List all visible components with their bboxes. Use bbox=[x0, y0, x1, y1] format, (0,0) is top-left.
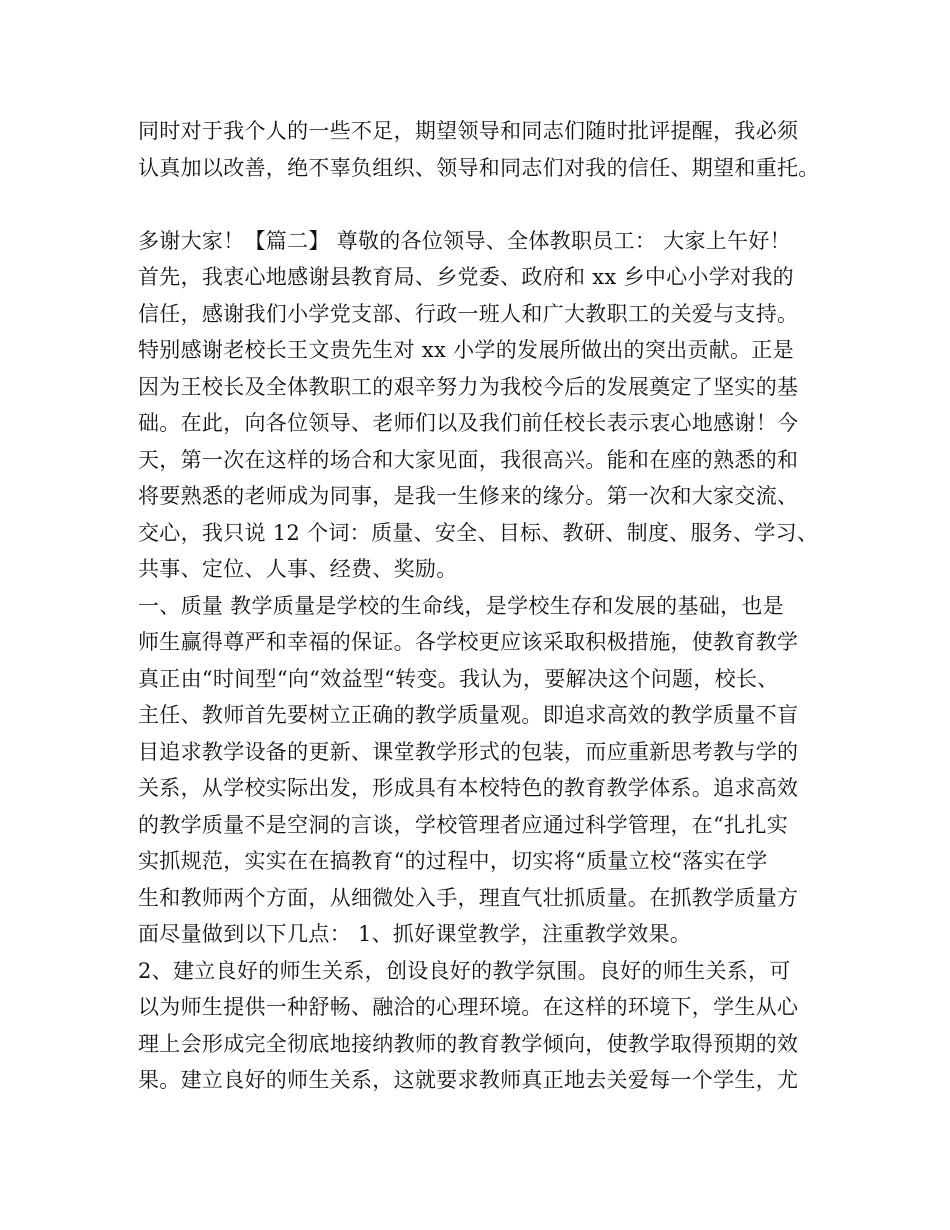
text-line: 因为王校长及全体教职工的艰辛努力为我校今后的发展奠定了坚实的基 bbox=[138, 374, 799, 399]
text-line: 将要熟悉的老师成为同事，是我一生修来的缘分。第一次和大家交流、 bbox=[138, 484, 799, 508]
text-line: 目追求教学设备的更新、课堂教学形式的包装，而应重新思考教与学的 bbox=[138, 739, 799, 764]
text-line: 主任、教师首先要树立正确的教学质量观。即追求高效的教学质量不盲 bbox=[138, 703, 799, 727]
text-line: 真正由“时间型“向“效益型“转变。我认为，要解决这个问题，校长、 bbox=[138, 666, 779, 691]
text-line: 的教学质量不是空洞的言谈，学校管理者应通过科学管理，在“扎扎实 bbox=[138, 812, 789, 837]
text-line: 生和教师两个方面，从细微处入手，理直气壮抓质量。在抓教学质量方 bbox=[138, 885, 799, 910]
text-line: 天，第一次在这样的场合和大家见面，我很高兴。能和在座的熟悉的和 bbox=[138, 447, 799, 472]
text-line: 以为师生提供一种舒畅、融洽的心理环境。在这样的环境下，学生从心 bbox=[138, 995, 799, 1019]
text-line: 一、质量 教学质量是学校的生命线，是学校生存和发展的基础，也是 bbox=[138, 593, 784, 618]
text-line: 实抓规范，实实在在搞教育“的过程中，切实将“质量立校“落实在学 bbox=[138, 849, 768, 873]
text-line: 础。在此，向各位领导、老师们以及我们前任校长表示衷心地感谢！今 bbox=[138, 411, 799, 435]
text-line: 果。建立良好的师生关系，这就要求教师真正地去关爱每一个学生，尤 bbox=[138, 1068, 799, 1092]
text-line: 共事、定位、人事、经费、奖励。 bbox=[138, 557, 458, 581]
document-body bbox=[138, 113, 838, 1099]
text-line: 多谢大家！【篇二】 尊敬的各位领导、全体教职员工： 大家上午好！ bbox=[138, 228, 791, 253]
text-line: 师生赢得尊严和幸福的保证。各学校更应该采取积极措施，使教育教学 bbox=[138, 630, 799, 654]
text-line: 首先，我衷心地感谢县教育局、乡党委、政府和 xx 乡中心小学对我的 bbox=[138, 265, 794, 289]
text-line: 交心，我只说 12 个词：质量、安全、目标、教研、制度、服务、学习、 bbox=[138, 520, 819, 545]
text-line: 同时对于我个人的一些不足，期望领导和同志们随时批评提醒，我必须 bbox=[138, 119, 799, 143]
text-line: 面尽量做到以下几点： 1、抓好课堂教学，注重教学效果。 bbox=[138, 922, 692, 946]
text-line: 认真加以改善，绝不辜负组织、领导和同志们对我的信任、期望和重托。 bbox=[138, 155, 820, 180]
text-line: 理上会形成完全彻底地接纳教师的教育教学倾向，使教学取得预期的效 bbox=[138, 1031, 799, 1056]
text-line: 特别感谢老校长王文贵先生对 xx 小学的发展所做出的突出贡献。正是 bbox=[138, 338, 794, 362]
paragraph-gap bbox=[138, 186, 838, 223]
text-line: 信任，感谢我们小学党支部、行政一班人和广大教职工的关爱与支持。 bbox=[138, 301, 799, 326]
text-line: 关系，从学校实际出发，形成具有本校特色的教育教学体系。追求高效 bbox=[138, 776, 799, 800]
text-line: 2、建立良好的师生关系，创设良好的教学氛围。良好的师生关系，可 bbox=[138, 958, 791, 983]
